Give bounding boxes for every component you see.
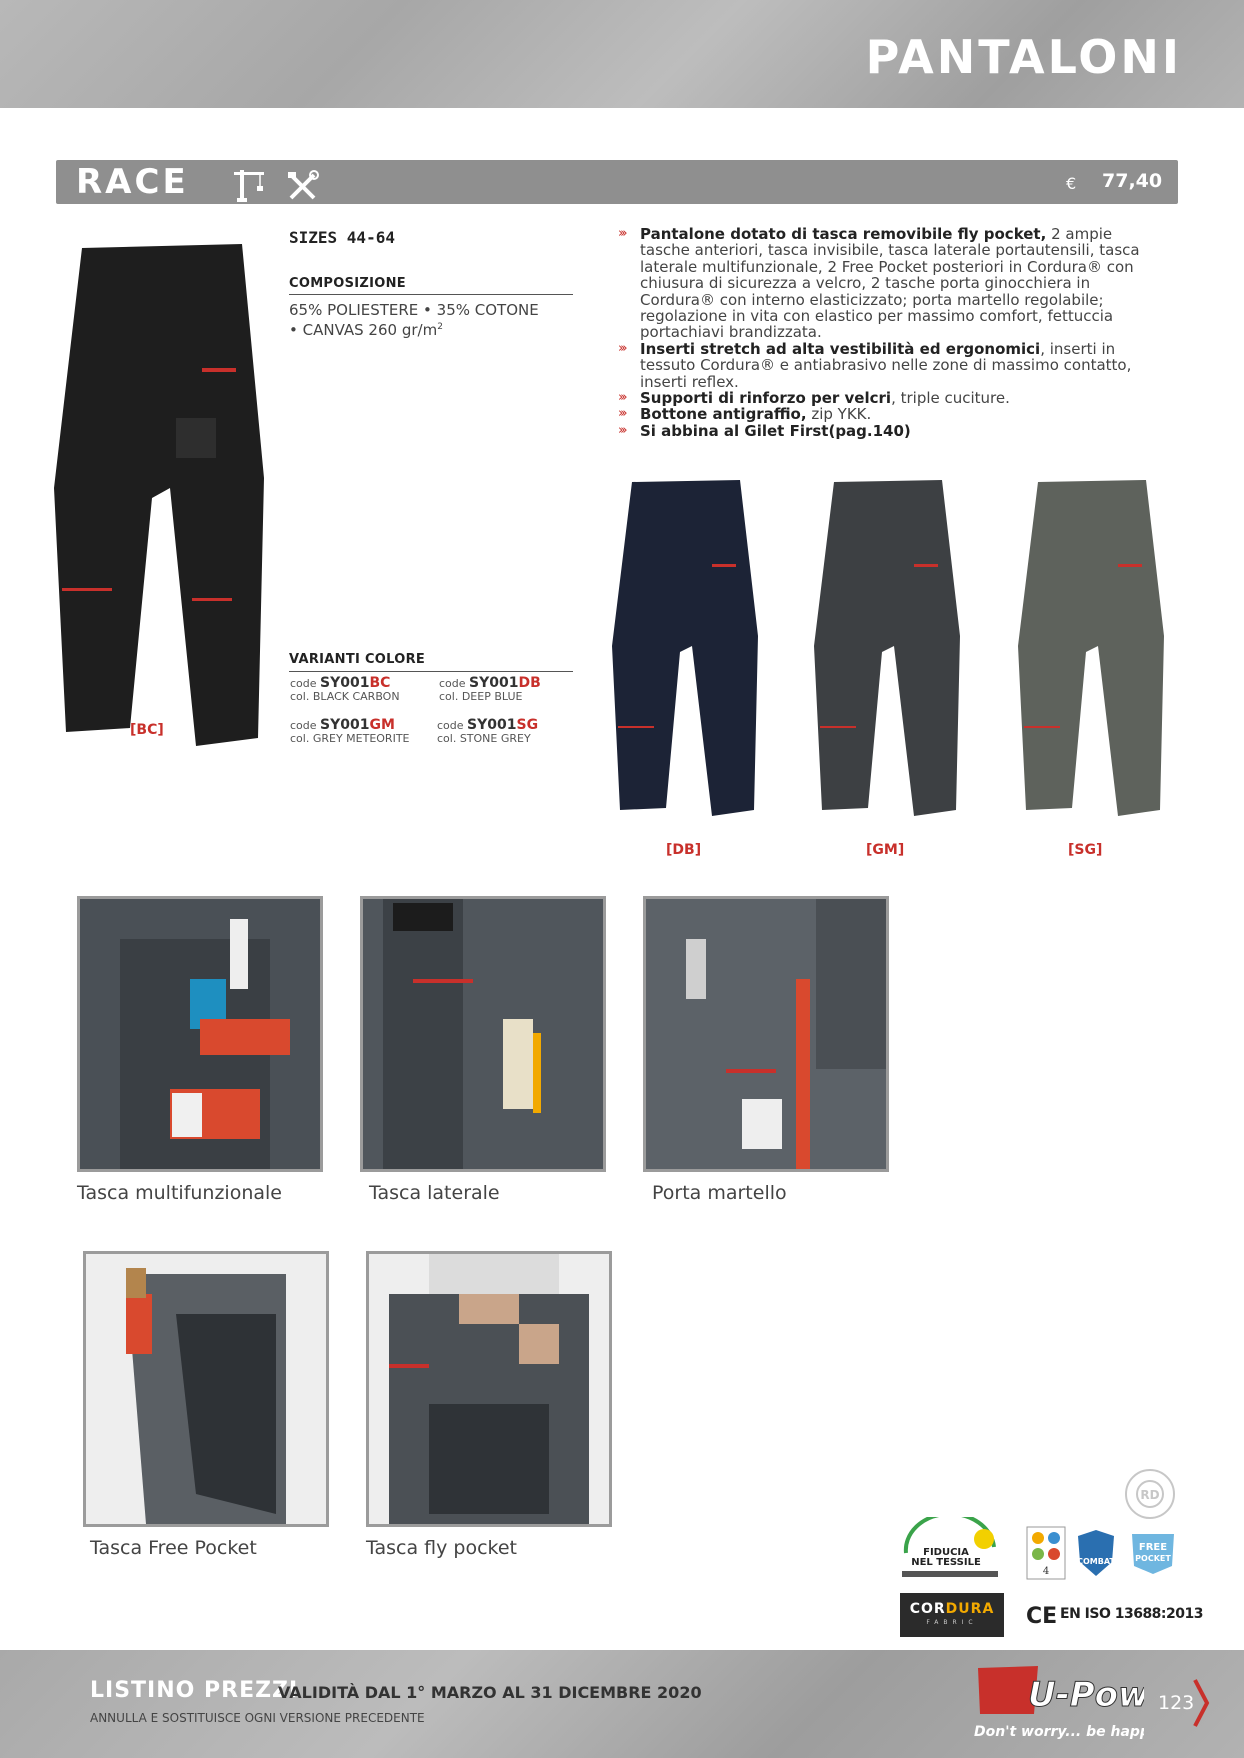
description-bullet: ››› Si abbina al Gilet First(pag.140)	[618, 421, 911, 440]
section-title: PANTALONI	[865, 30, 1182, 84]
brand-name: U-Pow	[1028, 1675, 1144, 1715]
caption-fly-pocket: Tasca fly pocket	[366, 1537, 517, 1559]
detail-photo-free-pocket	[83, 1251, 329, 1527]
product-title-band	[56, 160, 1178, 204]
product-name: RACE	[76, 162, 189, 202]
caption-hammer-holder: Porta martello	[652, 1182, 787, 1204]
product-description	[618, 226, 1158, 439]
variants-divider	[289, 671, 573, 672]
variant-code-db: code SY001DB col. DEEP BLUE	[439, 675, 541, 703]
ce-mark: CE	[1026, 1604, 1058, 1629]
registered-design-badge	[1124, 1468, 1176, 1520]
next-page-arrow-icon[interactable]	[1192, 1678, 1210, 1728]
product-photo-db	[612, 476, 760, 822]
detail-photo-side-pocket	[360, 896, 606, 1172]
footer-validity: VALIDITÀ DAL 1° MARZO AL 31 DICEMBRE 2020	[278, 1683, 702, 1702]
composition-text	[289, 302, 549, 339]
caption-free-pocket: Tasca Free Pocket	[90, 1537, 257, 1559]
svg-text:POCKET: POCKET	[1135, 1554, 1171, 1563]
iso-standard: EN ISO 13688:2013	[1060, 1606, 1203, 1622]
sizes-label: SIZES 44-64	[289, 228, 395, 247]
detail-photo-fly-pocket	[366, 1251, 612, 1527]
description-bullet: ››› Pantalone dotato di tasca removibile fly pocket, 2 ampie tasche anteriori, tasca invisibile, tasca laterale portautensili, tasca laterale multifunzionale, 2 Free Pocket posteriori in Cordura® con chiusura di sicurezza a velcro, 2 tasche porta ginocchiera in Cordura® con interno elasticizzato; porta martello regolabile; regolazione in vita con elastico per massimo comfort, fettuccia portachiavi brandizzata.	[618, 225, 1140, 342]
description-bullet: ››› Inserti stretch ad alta vestibilità ed ergonomici, inserti in tessuto Cordura® e antiabrasivo nelle zone di massimo contatto, inserti reflex.	[618, 339, 1132, 391]
variants-title: VARIANTI COLORE	[289, 652, 426, 667]
price-value: 77,40	[1102, 170, 1163, 192]
combat-badge	[1076, 1528, 1116, 1578]
detail-photo-hammer-holder	[643, 896, 889, 1172]
variant-tag-bc: [BC]	[130, 722, 164, 738]
composition-divider	[289, 294, 573, 295]
free-pocket-badge	[1128, 1530, 1178, 1576]
detail-photo-multifunction-pocket	[77, 896, 323, 1172]
svg-text:FIDUCIA: FIDUCIA	[923, 1547, 969, 1558]
svg-text:4: 4	[1042, 1566, 1050, 1577]
variant-tag-db: [DB]	[666, 842, 702, 858]
tools-icon	[286, 170, 320, 202]
description-bullet: ››› Supporti di rinforzo per velcri, triple cuciture.	[618, 389, 1010, 408]
variant-tag-sg: [SG]	[1068, 842, 1103, 858]
variant-code-sg: code SY001SG col. STONE GREY	[437, 717, 539, 745]
variant-tag-gm: [GM]	[866, 842, 905, 858]
composition-line-1: 65% POLIESTERE • 35% COTONE	[289, 301, 539, 319]
variant-code-gm: code SY001GM col. GREY METEORITE	[290, 717, 410, 745]
crane-icon	[232, 166, 266, 202]
4-season-badge	[1026, 1526, 1066, 1580]
brand-slogan: Don't worry... be hap	[974, 1724, 1140, 1740]
svg-text:FREE: FREE	[1138, 1542, 1168, 1553]
footer-title: LISTINO PREZZI	[90, 1678, 299, 1703]
caption-multifunction-pocket: Tasca multifunzionale	[77, 1182, 282, 1204]
footer-note: ANNULLA E SOSTITUISCE OGNI VERSIONE PRECEDENTE	[90, 1711, 425, 1725]
page-number: 123	[1158, 1692, 1195, 1714]
product-photo-bc	[52, 238, 270, 752]
cordura-logo: CORDURA FABRIC	[900, 1593, 1004, 1637]
composition-title: COMPOSIZIONE	[289, 276, 406, 291]
svg-text:COMBAT: COMBAT	[1077, 1557, 1115, 1566]
product-photo-sg	[1018, 476, 1166, 822]
price-currency: €	[1066, 174, 1077, 193]
upower-logo	[968, 1658, 1144, 1744]
product-photo-gm	[814, 476, 962, 822]
fiducia-tessile-badge	[898, 1517, 1002, 1583]
svg-text:NEL TESSILE: NEL TESSILE	[911, 1557, 981, 1568]
description-bullet: ››› Bottone antigraffio, zip YKK.	[618, 405, 872, 424]
variant-code-bc: code SY001BC col. BLACK CARBON	[290, 675, 400, 703]
composition-line-2: • CANVAS 260 $gr/m^2$	[289, 321, 443, 339]
caption-side-pocket: Tasca laterale	[369, 1182, 500, 1204]
svg-text:RD: RD	[1140, 1488, 1160, 1502]
